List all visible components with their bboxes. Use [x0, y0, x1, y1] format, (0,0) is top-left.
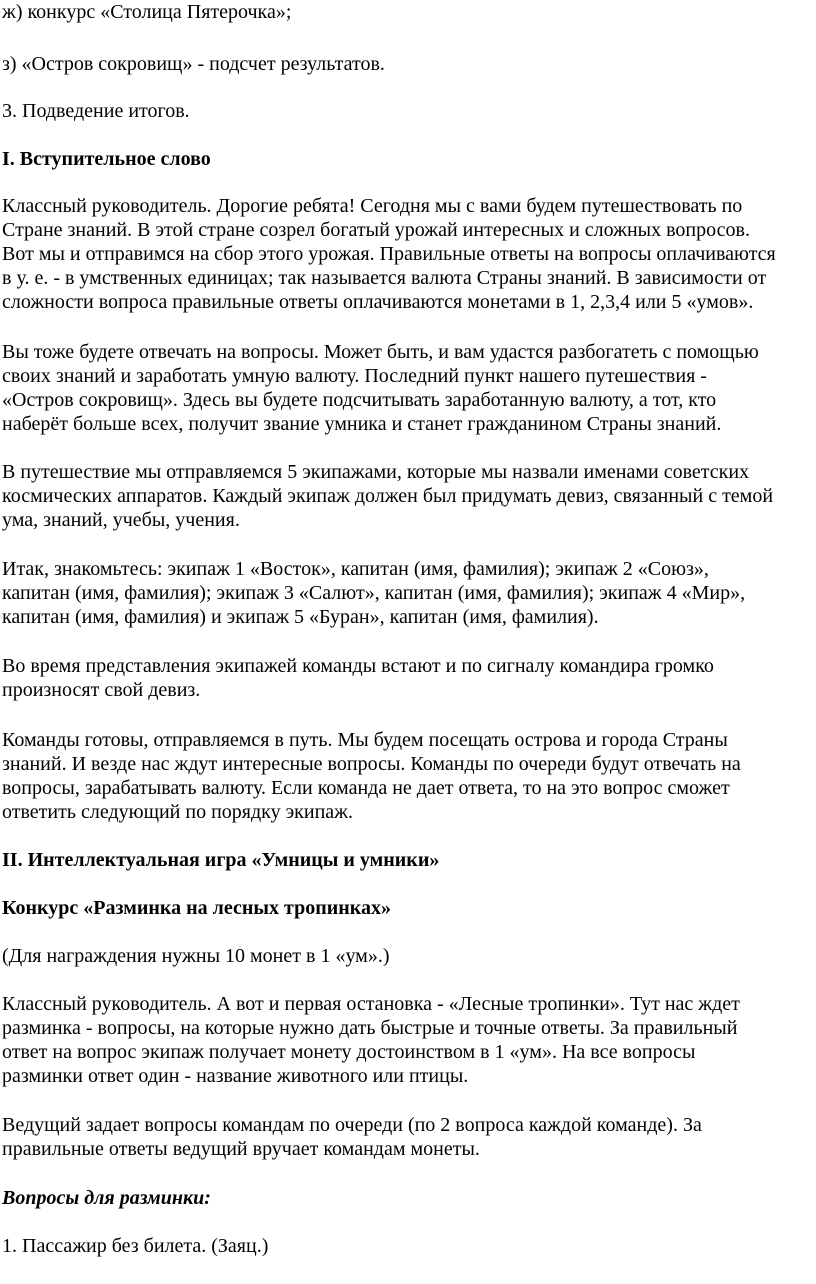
- text-line: знаний. И везде нас ждут интересные вопросы. Команды по очереди будут отвечать на: [2, 753, 741, 775]
- text-line: правильные ответы ведущий вручает командам монеты.: [2, 1138, 480, 1160]
- text-line: разминка - вопросы, на которые нужно дать быстрые и точные ответы. За правильный: [2, 1017, 738, 1039]
- text-line: Вот мы и отправимся на сбор этого урожая. Правильные ответы на вопросы оплачиваются: [2, 243, 776, 265]
- paragraph-crews: [2, 557, 808, 629]
- text-line: Команды готовы, отправляемся в путь. Мы будем посещать острова и города Страны: [2, 729, 728, 751]
- text-line: капитан (имя, фамилия) и экипаж 5 «Буран», капитан (имя, фамилия).: [2, 606, 599, 628]
- text-line: капитан (имя, фамилия); экипаж 3 «Салют», капитан (имя, фамилия); экипаж 4 «Мир»,: [2, 582, 746, 604]
- paragraph-warmup: [2, 992, 808, 1088]
- paragraph-mottos: [2, 654, 808, 702]
- section-heading-intro: I. Вступительное слово: [2, 148, 211, 170]
- questions-heading: Вопросы для разминки:: [2, 1187, 211, 1209]
- text-line: Классный руководитель. Дорогие ребята! Сегодня мы с вами будем путешествовать по: [2, 195, 743, 217]
- paragraph-intro-3: [2, 460, 808, 532]
- text-line: ума, знаний, учебы, учения.: [2, 509, 240, 531]
- text-line: сложности вопроса правильные ответы оплачиваются монетами в 1, 2,3,4 или 5 «умов».: [2, 291, 754, 313]
- text-line: разминки ответ один - название животного или птицы.: [2, 1065, 469, 1087]
- text-line: Итак, знакомьтесь: экипаж 1 «Восток», капитан (имя, фамилия); экипаж 2 «Союз»,: [2, 558, 709, 580]
- text-line: Ведущий задает вопросы командам по очереди (по 2 вопроса каждой команде). За: [2, 1114, 702, 1136]
- text-line: произносят свой девиз.: [2, 679, 201, 701]
- text-line: Вы тоже будете отвечать на вопросы. Может быть, и вам удастся разбогатеть с помощью: [2, 341, 759, 363]
- text-line: вопросы, зарабатывать валюту. Если команда не дает ответа, то на это вопрос сможет: [2, 777, 730, 799]
- list-item-zh: ж) конкурс «Столица Пятерочка»;: [2, 1, 292, 23]
- paragraph-intro-1: [2, 194, 808, 314]
- text-line: ответить следующий по порядку экипаж.: [2, 801, 353, 823]
- section-heading-game: II. Интеллектуальная игра «Умницы и умники»: [2, 849, 440, 871]
- list-item-3: 3. Подведение итогов.: [2, 100, 190, 122]
- paragraph-intro-2: [2, 340, 808, 436]
- text-line: в у. е. - в умственных единицах; так называется валюта Страны знаний. В зависимости от: [2, 267, 767, 289]
- paragraph-host: [2, 1113, 808, 1161]
- contest-heading-warmup: Конкурс «Разминка на лесных тропинках»: [2, 897, 391, 919]
- text-line: космических аппаратов. Каждый экипаж должен был придумать девиз, связанный с темой: [2, 485, 774, 507]
- text-line: Классный руководитель. А вот и первая остановка - «Лесные тропинки». Тут нас ждет: [2, 993, 740, 1015]
- question-item-1: 1. Пассажир без билета. (Заяц.): [2, 1235, 269, 1257]
- text-line: наберёт больше всех, получит звание умника и станет гражданином Страны знаний.: [2, 413, 722, 435]
- reward-note: (Для награждения нужны 10 монет в 1 «ум».): [2, 945, 390, 967]
- text-line: Во время представления экипажей команды встают и по сигналу командира громко: [2, 655, 714, 677]
- text-line: ответ на вопрос экипаж получает монету достоинством в 1 «ум». На все вопросы: [2, 1041, 696, 1063]
- text-line: своих знаний и заработать умную валюту. Последний пункт нашего путешествия -: [2, 365, 707, 387]
- text-line: Стране знаний. В этой стране созрел богатый урожай интересных и сложных вопросов.: [2, 219, 750, 241]
- text-line: «Остров сокровищ». Здесь вы будете подсчитывать заработанную валюту, а тот, кто: [2, 389, 717, 411]
- text-line: В путешествие мы отправляемся 5 экипажами, которые мы назвали именами советских: [2, 461, 750, 483]
- list-item-z: з) «Остров сокровищ» - подсчет результатов.: [2, 53, 385, 75]
- paragraph-departure: [2, 728, 808, 824]
